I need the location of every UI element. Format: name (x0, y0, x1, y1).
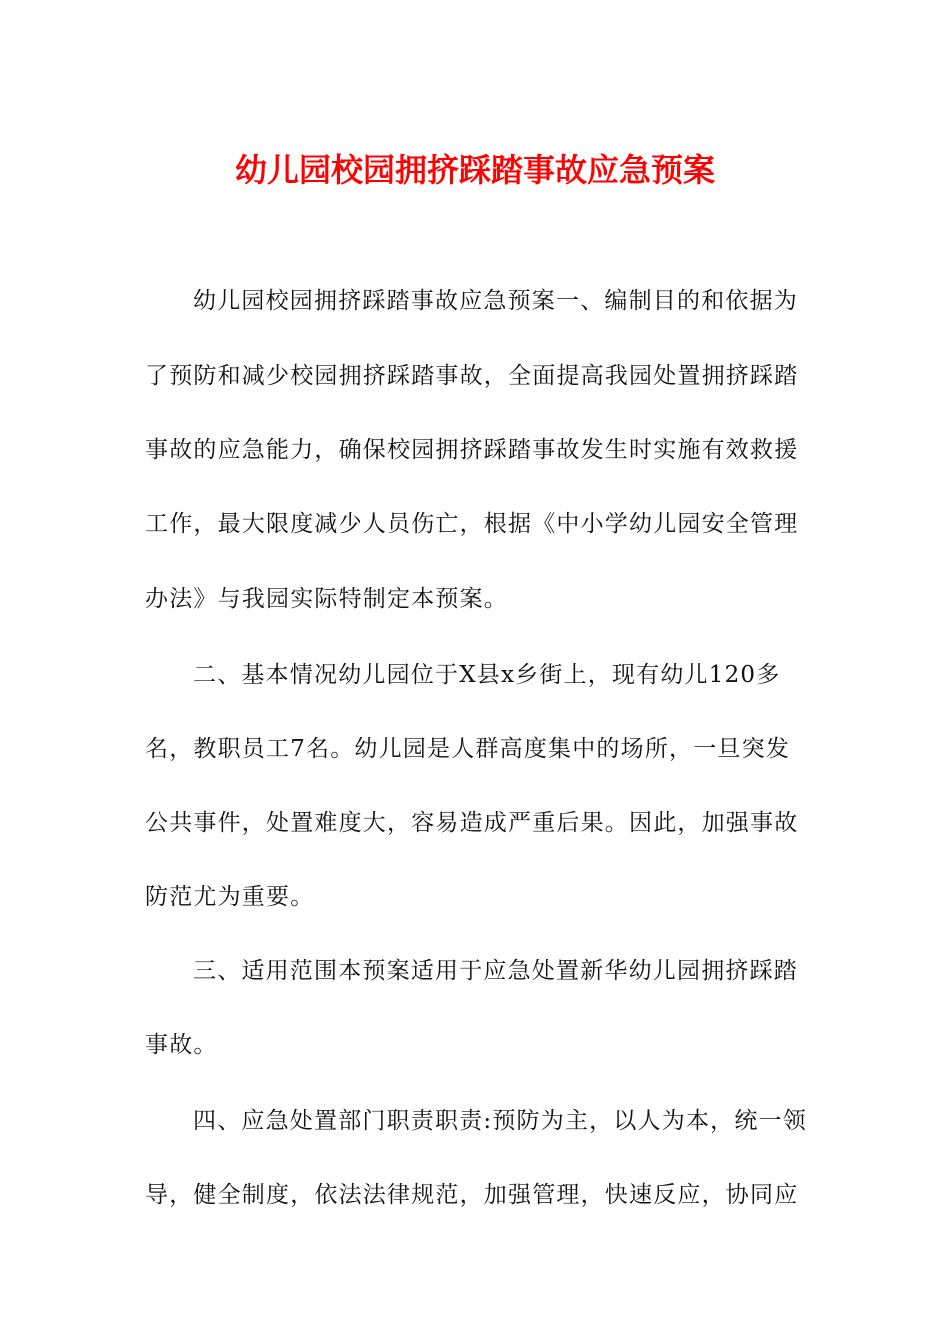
paragraph-4-line-2: 导，健全制度，依法法律规范，加强管理，快速反应，协同应 (145, 1182, 799, 1208)
paragraph-3-line-1: 三、适用范围本预案适用于应急处置新华幼儿园拥挤踩踏 (193, 958, 798, 984)
paragraph-1-line-4: 工作，最大限度减少人员伤亡，根据《中小学幼儿园安全管理 (145, 511, 799, 537)
paragraph-1-line-1: 幼儿园校园拥挤踩踏事故应急预案一、编制目的和依据为 (193, 288, 798, 314)
paragraph-1-line-3: 事故的应急能力，确保校园拥挤踩踏事故发生时实施有效救援 (145, 437, 799, 463)
paragraph-1-line-5: 办法》与我园实际特制定本预案。 (145, 586, 508, 612)
paragraph-2-line-1: 二、基本情况幼儿园位于X县x乡街上，现有幼儿120多 (193, 662, 781, 688)
paragraph-2-line-2: 名，教职员工7名。幼儿园是人群高度集中的场所，一旦突发 (145, 736, 791, 762)
paragraph-2-line-4: 防范尤为重要。 (145, 884, 315, 910)
paragraph-4-line-1: 四、应急处置部门职责职责:预防为主，以人为本，统一领 (193, 1108, 807, 1134)
paragraph-3-line-2: 事故。 (145, 1032, 218, 1058)
paragraph-2-line-3: 公共事件，处置难度大，容易造成严重后果。因此，加强事故 (145, 810, 799, 836)
document-title: 幼儿园校园拥挤踩踏事故应急预案 (234, 151, 715, 189)
paragraph-1-line-2: 了预防和减少校园拥挤踩踏事故，全面提高我园处置拥挤踩踏 (145, 363, 799, 389)
